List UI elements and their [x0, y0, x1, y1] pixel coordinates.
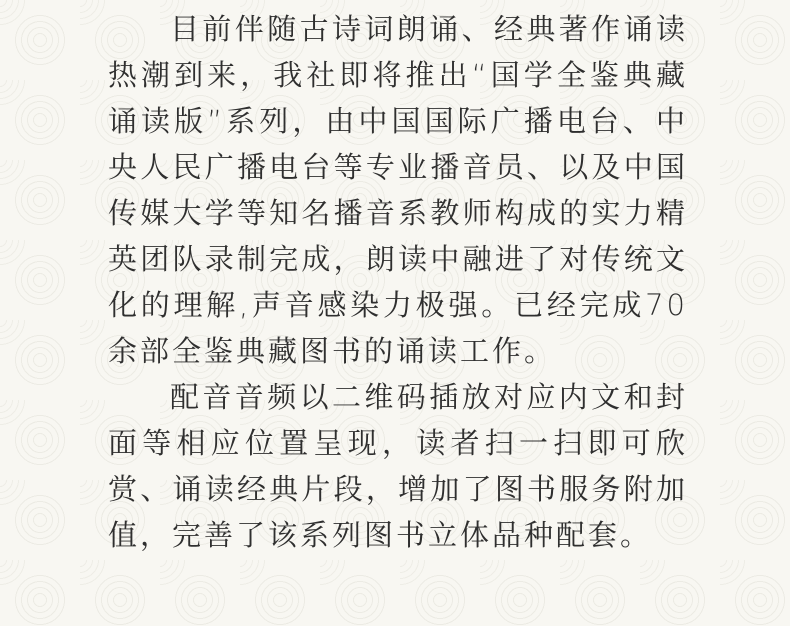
paragraph-2: 配音音频以二维码插放对应内文和封面等相应位置呈现，读者扫一扫即可欣赏、诵读经典片段，增加了图书服务附加值，完善了该系列图书立体品种配套。	[108, 380, 688, 552]
paragraph-1: 目前伴随古诗词朗诵、经典著作诵读热潮到来，我社即将推出“国学全鉴典藏诵读版”系列，由中国国际广播电台、中央人民广播电台等专业播音员、以及中国传媒大学等知名播音系教师构成的实力精英团队录制完成，朗读中融进了对传统文化的理解,声音感染力极强。已经完成70余部全鉴典藏图书的诵读工作。	[108, 12, 688, 368]
document-body	[108, 6, 688, 558]
